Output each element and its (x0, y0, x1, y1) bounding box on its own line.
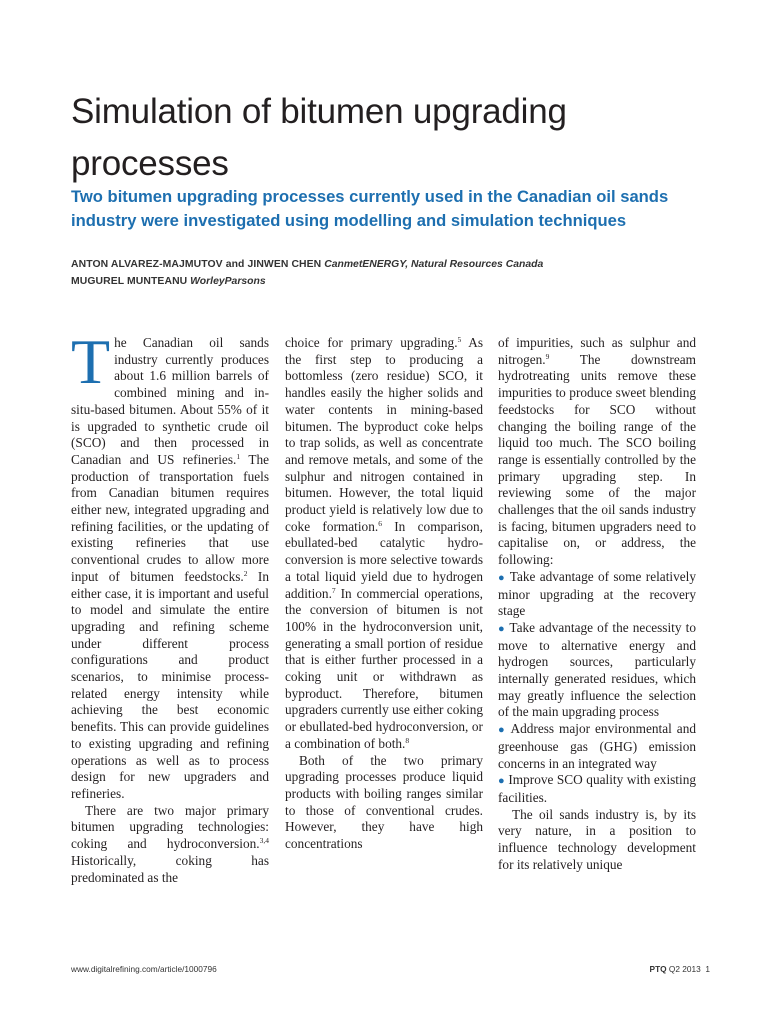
reference-marker: 1 (236, 451, 241, 461)
drop-cap: T (71, 326, 111, 397)
body-column-2 (285, 335, 483, 853)
reference-marker: 9 (545, 351, 550, 361)
bullet-dot-icon: ● (498, 775, 505, 788)
bullet-item (498, 620, 696, 721)
article-title: Simulation of bitumen upgrading processes (71, 92, 567, 183)
bullet-item (498, 772, 696, 806)
footer-page-info (650, 964, 710, 974)
bullet-dot-icon: ● (498, 571, 506, 584)
reference-marker: 2 (243, 568, 248, 578)
body-text: In commercial operations, the conversion of bitumen is not 100% in the hydroconversion unit, generating a small portion of residue that is either further processed in a coking unit or withdrawn as byproduct. Therefore, bitumen upgraders currently use either coking or ebullated-bed hydroconversion, or a combination of both. (285, 585, 483, 751)
bullet-text: Take advantage of the necessity to move to alternative energy and hydrogen sources, particularly internally generated residues, which may greatly influence the selection of the main upgrading process (498, 619, 696, 720)
body-paragraph (285, 335, 483, 753)
reference-marker: 3,4 (259, 836, 269, 846)
body-text: of impurities, such as sulphur and nitrogen. (498, 335, 696, 367)
bullet-text: Improve SCO quality with existing facilities. (498, 772, 696, 805)
bullet-text: Address major environmental and greenhouse gas (GHG) emission concerns in an integrated way (498, 721, 696, 771)
bullet-dot-icon: ● (498, 622, 506, 635)
body-paragraph: The oil sands industry is, by its very nature, in a position to influence technology development for its relatively unique (498, 806, 696, 872)
issue-label: Q2 2013 (668, 964, 701, 974)
author-affiliation: CanmetENERGY, Natural Resources Canada (324, 259, 544, 270)
body-text: In either case, it is important and useful to model and simulate the entire upgrading and refining scheme under different process configurations and product scenarios, to minimise process-related energy intensity while achieving the best economic benefits. This can provide guidelines to existing upgrading and refining operations as well as to process design for new upgraders and refineries. (71, 568, 269, 801)
reference-marker: 8 (405, 735, 410, 745)
bullet-item (498, 721, 696, 772)
bullet-item (498, 569, 696, 620)
body-paragraph (71, 326, 269, 803)
body-text: he Canadian oil sands industry currently produces about 1.6 million barrels of combined mining and in-situ-based bitumen. About 55% of it is upgraded to synthetic crude oil (SCO) and then processed in Canadian and US refineries. (71, 335, 269, 467)
author-line-1 (71, 256, 711, 273)
body-paragraph (71, 803, 269, 887)
body-column-3 (498, 335, 696, 874)
body-paragraph (498, 335, 696, 569)
body-column-1 (71, 326, 269, 886)
author-block (71, 256, 711, 290)
bullet-text: Take advantage of some relatively minor upgrading at the recovery stage (498, 568, 696, 619)
footer-url[interactable]: www.digitalrefining.com/article/1000796 (71, 964, 217, 974)
body-text: choice for primary upgrading. (285, 335, 458, 350)
body-text: There are two major primary bitumen upgrading technologies: coking and hydroconversion. (71, 802, 269, 852)
bullet-dot-icon: ● (498, 724, 507, 737)
body-text: As the first step to producing a bottomless (zero residue) SCO, it handles easily the higher solids and water contents in mining-based bitumen. The byproduct coke helps to trap solids, as well as concentrate and remove metals, and some of the sulphur and nitrogen contained in bitumen. However, the total liquid product yield is relatively low due to coke formation. (285, 335, 483, 534)
reference-marker: 6 (378, 518, 382, 528)
body-text: In comparison, ebullated-bed catalytic hydroconversion is more selective towards a total liquid yield due to hydrogen addition. (285, 518, 484, 601)
page-number: 1 (705, 964, 710, 974)
author-names: ANTON ALVAREZ-MAJMUTOV and JINWEN CHEN (71, 259, 322, 270)
body-text: Historically, coking has predominated as the (71, 852, 269, 885)
article-subtitle: Two bitumen upgrading processes currently used in the Canadian oil sands industry were investigated using modelling and simulation techniques (71, 187, 669, 230)
magazine-name: PTQ (649, 964, 667, 974)
reference-marker: 7 (331, 585, 336, 595)
body-text: The production of transportation fuels from Canadian bitumen requires either new, integrated upgrading and refining facilities, or the updating of existing refineries that use conventional crudes to allow more input of bitumen feedstocks. (71, 451, 269, 584)
author-affiliation: WorleyParsons (190, 276, 266, 287)
reference-marker: 5 (457, 335, 462, 344)
author-line-2 (71, 273, 711, 290)
author-name: MUGUREL MUNTEANU (71, 276, 188, 287)
body-text: The downstream hydrotreating units remove these impurities to produce sweet blending feedstocks for SCO without changing the boiling range of the liquid too much. The SCO boiling range is essentially controlled by the primary upgrading step. In reviewing some of the major challenges that the oil sands industry is facing, bitumen upgraders need to capitalise on, or address, the following: (498, 351, 696, 568)
body-paragraph: Both of the two primary upgrading processes produce liquid products with boiling ranges similar to those of conventional crudes. However, they have high concentrations (285, 752, 483, 852)
